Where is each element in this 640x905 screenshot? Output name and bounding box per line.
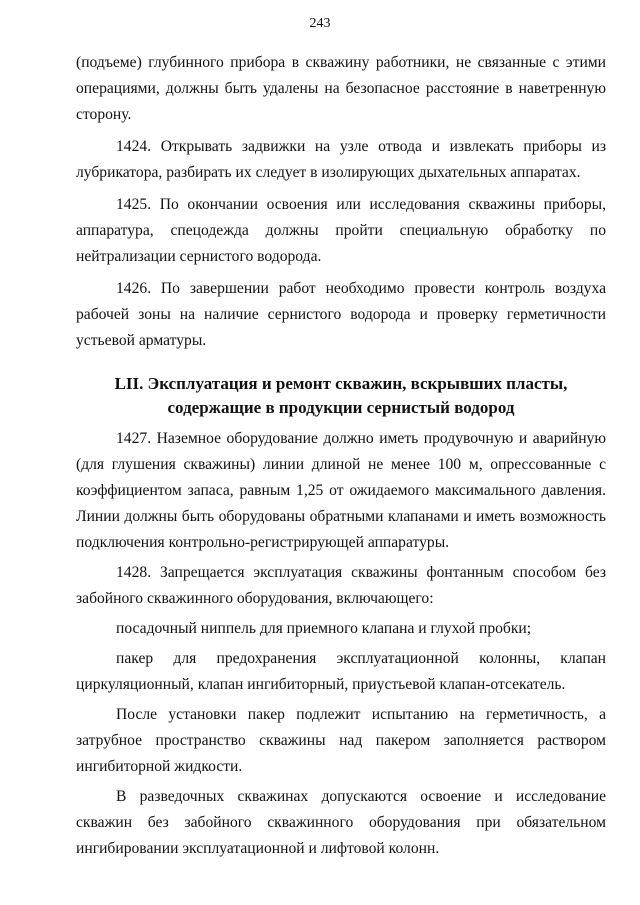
text-block-bottom xyxy=(76,426,606,862)
section-heading-line-1: LII. Эксплуатация и ремонт скважин, вскрывших пласты, xyxy=(114,374,568,393)
paragraph-1427: 1427. Наземное оборудование должно иметь продувочную и аварийную (для глушения скважины) линии длиной не менее 100 м, опрессованные с коэффициентом запаса, равным 1,25 от ожидаемого максимального давления. Линии должны быть оборудованы обратными клапанами и иметь возможность подключения контрольно-регистрирующей аппаратуры. xyxy=(76,430,606,551)
paragraph-1424: 1424. Открывать задвижки на узле отвода и извлекать приборы из лубрикатора, разбирать их следует в изолирующих дыхательных аппаратах. xyxy=(76,138,606,181)
paragraph-continuation: (подъеме) глубинного прибора в скважину работники, не связанные с этими операциями, должны быть удалены на безопасное расстояние в наветренную сторону. xyxy=(76,54,606,123)
paragraph-1425: 1425. По окончании освоения или исследования скважины приборы, аппаратура, спецодежда должны пройти специальную обработку по нейтрализации сернистого водорода. xyxy=(76,196,606,265)
section-heading xyxy=(76,372,606,420)
paragraph-exploration-wells: В разведочных скважинах допускаются освоение и исследование скважин без забойного скважинного оборудования при обязательном ингибировании эксплуатационной и лифтовой колонн. xyxy=(76,788,606,857)
paragraph-1426: 1426. По завершении работ необходимо провести контроль воздуха рабочей зоны на наличие сернистого водорода и проверку герметичности устьевой арматуры. xyxy=(76,280,606,349)
page-number: 243 xyxy=(309,16,331,31)
paragraph-packer-test: После установки пакер подлежит испытанию на герметичность, а затрубное пространство скважины над пакером заполняется раствором ингибиторной жидкости. xyxy=(76,706,606,775)
paragraph-1428: 1428. Запрещается эксплуатация скважины фонтанным способом без забойного скважинного оборудования, включающего: xyxy=(76,564,606,607)
list-item-nipple: посадочный ниппель для приемного клапана и глухой пробки; xyxy=(116,620,532,637)
list-item-packer: пакер для предохранения эксплуатационной колонны, клапан циркуляционный, клапан ингибиторный, приустьевой клапан-отсекатель. xyxy=(76,650,606,693)
text-block-top xyxy=(76,50,606,354)
section-heading-line-2: содержащие в продукции сернистый водород xyxy=(167,398,515,417)
